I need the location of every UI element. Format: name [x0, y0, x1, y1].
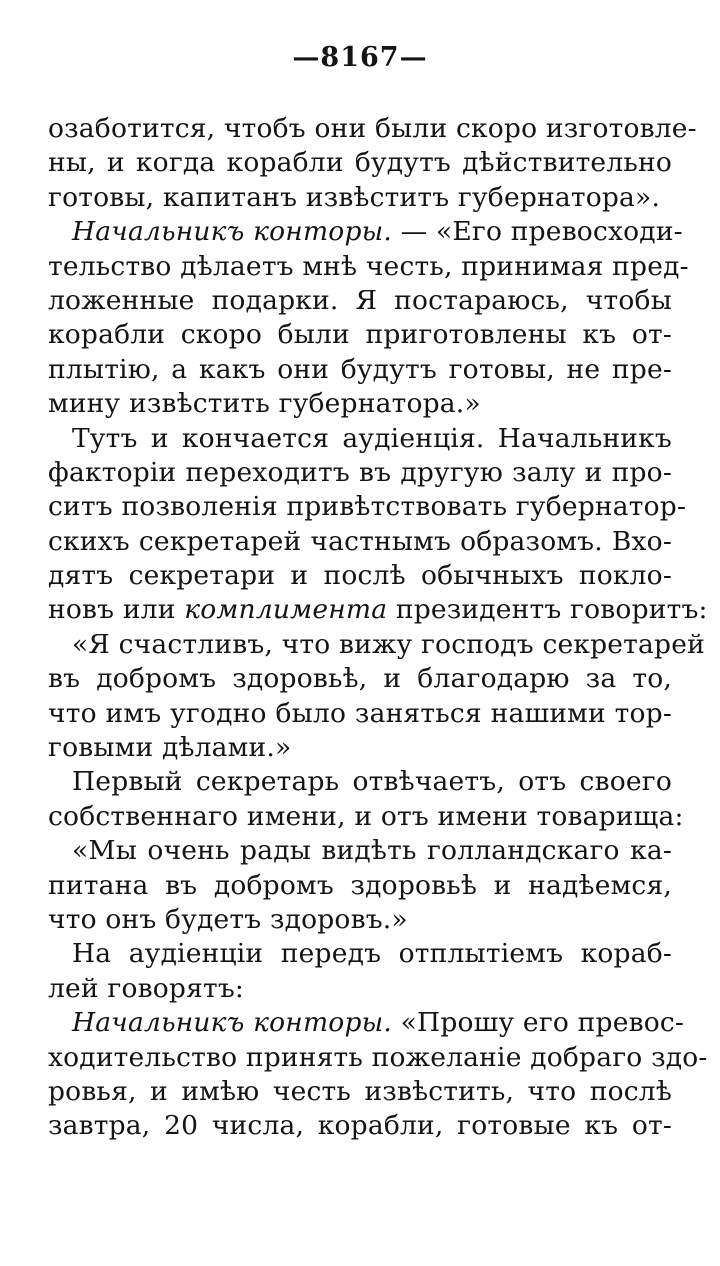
text-segment: скихъ секретарей частнымъ образомъ. Вхо- [48, 525, 672, 557]
text-line [48, 628, 705, 662]
text-line [48, 525, 672, 559]
text-line [48, 1006, 685, 1040]
text-segment: что онъ будетъ здоровъ.» [48, 903, 408, 935]
text-segment: говыми дѣлами.» [48, 732, 292, 764]
text-line [48, 422, 672, 456]
text-line [48, 1075, 672, 1109]
text-line [48, 1041, 708, 1075]
text-segment: плытію, а какъ они будутъ готовы, не пре- [48, 353, 672, 385]
text-line [48, 146, 672, 180]
text-segment: озаботится, чтобъ они были скоро изготовле- [48, 113, 697, 144]
text-line [48, 353, 672, 387]
text-segment: ровья, и имѣю честь извѣстить, что послѣ [48, 1075, 672, 1107]
italic-phrase: комплимента [184, 594, 388, 626]
text-line [48, 662, 672, 696]
text-segment: Тутъ и кончается аудіенція. Начальникъ [72, 422, 672, 454]
text-line [48, 181, 672, 215]
text-segment: На аудіенціи передъ отплытіемъ кораб- [72, 938, 672, 970]
text-segment: готовы, капитанъ извѣститъ губернатора». [48, 181, 661, 213]
text-segment: ходительство принять пожеланіе добраго здо- [48, 1041, 708, 1073]
text-line [48, 903, 672, 937]
text-segment: питана въ добромъ здоровьѣ и надѣемся, [48, 869, 672, 901]
text-segment: мину извѣстить губернатора.» [48, 388, 481, 420]
text-line [48, 112, 697, 146]
text-line [48, 731, 672, 765]
text-line [48, 765, 672, 799]
text-segment: факторіи переходитъ въ другую залу и про- [48, 456, 672, 488]
text-segment: въ добромъ здоровьѣ, и благодарю за то, [48, 663, 672, 695]
text-segment: тельство дѣлаетъ мнѣ честь, принимая пред- [48, 250, 689, 282]
text-line [48, 318, 672, 352]
text-segment: что имъ угодно было заняться нашими тор- [48, 697, 672, 729]
text-line [48, 387, 672, 421]
text-line [48, 697, 672, 731]
text-segment: «Прошу его превос- [392, 1007, 685, 1039]
text-segment: собственнаго имени, и отъ имени товарища: [48, 800, 684, 832]
text-line [48, 834, 672, 868]
text-line [48, 972, 672, 1006]
text-line [48, 593, 708, 627]
text-segment: завтра, 20 числа, корабли, готовые къ от- [48, 1110, 672, 1142]
text-line [48, 937, 672, 971]
page-number: —8167— [292, 42, 428, 73]
text-line [48, 215, 683, 249]
text-line [48, 250, 689, 284]
text-segment: ны, и когда корабли будутъ дѣйствительно [48, 147, 672, 179]
text-segment: «Мы очень рады видѣть голландскаго ка- [72, 835, 672, 867]
text-line [48, 559, 672, 593]
body-text [48, 112, 708, 1144]
text-segment: президентъ говоритъ: [387, 594, 708, 626]
text-line [48, 456, 672, 490]
text-segment: — «Его превосходи- [392, 216, 683, 248]
text-segment: Первый секретарь отвѣчаетъ, отъ своего [72, 766, 672, 798]
text-line [48, 490, 687, 524]
italic-phrase: Начальникъ конторы. [72, 1007, 393, 1039]
text-line [48, 800, 684, 834]
italic-phrase: Начальникъ конторы. [72, 216, 393, 248]
text-segment: корабли скоро были приготовлены къ от- [48, 319, 672, 351]
text-segment: «Я счастливъ, что вижу господъ секретарей [72, 628, 705, 660]
text-line [48, 284, 672, 318]
text-segment: лей говорятъ: [48, 972, 245, 1004]
text-line [48, 869, 672, 903]
text-line [48, 1109, 672, 1143]
text-segment: ситъ позволенія привѣтствовать губернатор- [48, 491, 687, 523]
text-segment: новъ или [48, 594, 185, 626]
text-segment: ложенные подарки. Я постараюсь, чтобы [48, 284, 672, 316]
text-segment: дятъ секретари и послѣ обычныхъ покло- [48, 560, 672, 592]
